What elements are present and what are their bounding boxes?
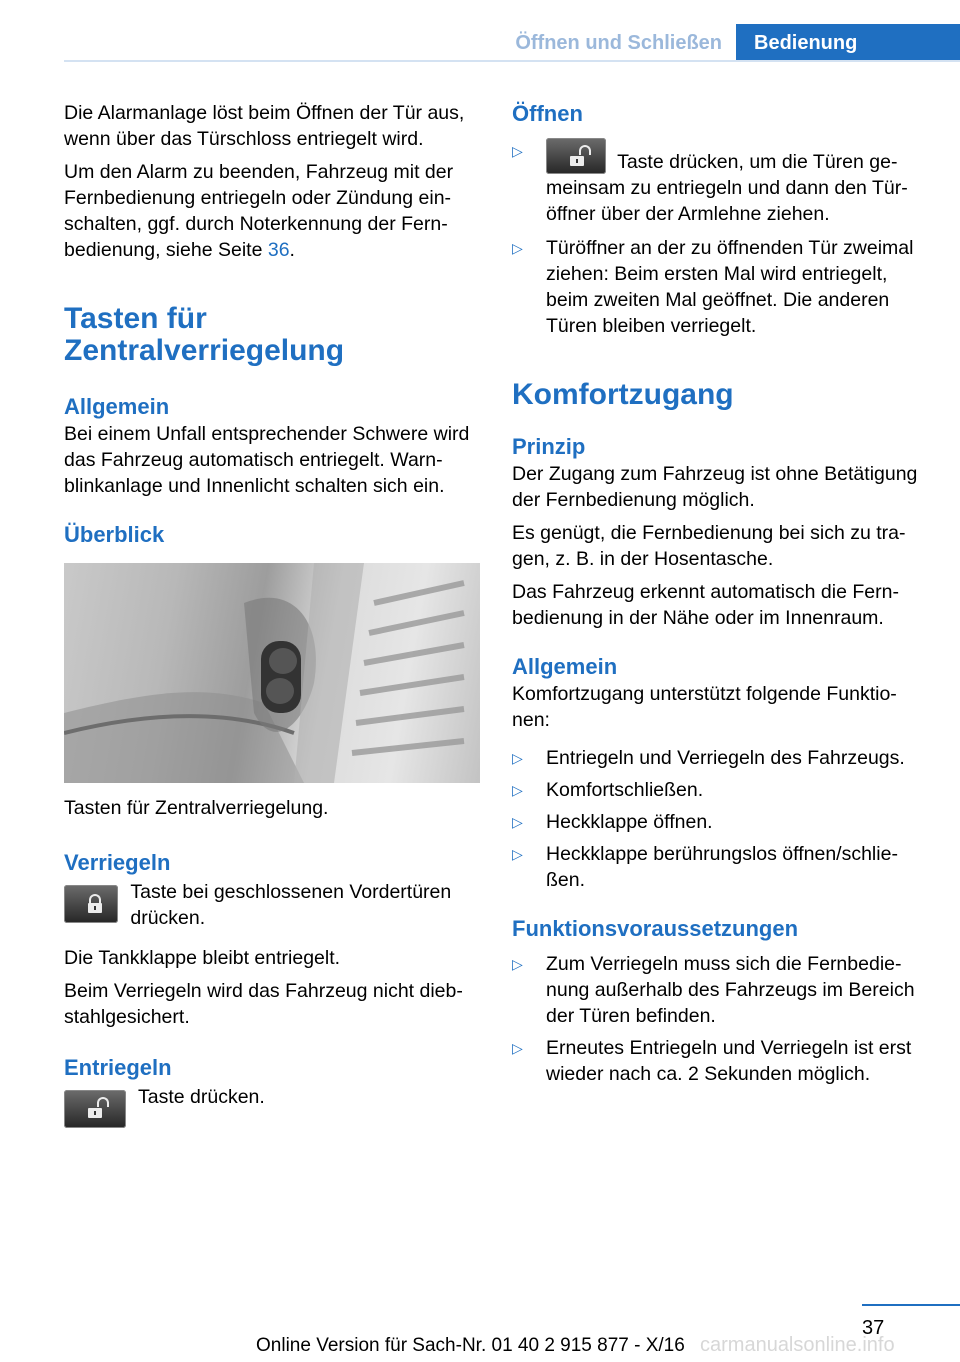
subheading-ueberblick: Überblick (64, 522, 165, 547)
diebstahl-paragraph: Beim Verriegeln wird das Fahrzeug nicht dieb-stahlgesichert. (64, 980, 463, 1028)
unlock-button-icon (546, 138, 606, 174)
header-section-title: Öffnen und Schließen (515, 31, 722, 54)
funktionsvoraussetzungen-list (512, 951, 928, 1087)
list-item-text: Zum Verriegeln muss sich die Fernbedie-nung außerhalb des Fahrzeugs im Bereich der Türen befinden. (546, 953, 915, 1027)
list-item (512, 745, 928, 771)
right-column (512, 100, 928, 1093)
allgemein-paragraph: Bei einem Unfall entsprechender Schwere wird das Fahrzeug automatisch entriegelt. Warn-blinkanlage und Innenlicht schalten sich ein. (64, 423, 470, 497)
list-item (512, 235, 928, 339)
alarm-end-text: Um den Alarm zu beenden, Fahrzeug mit der Fernbedienung entriegeln oder Zündung ein-schalten, ggf. durch Noterkennung der Fern-bedienung, siehe Seite (64, 161, 454, 261)
allgemein-right-paragraph: Komfortzugang unterstützt folgende Funktio-nen: (512, 683, 897, 731)
subheading-oeffnen: Öffnen (512, 101, 583, 126)
list-item-text: Heckklappe berührungslos öffnen/schlie-ßen. (546, 843, 898, 891)
photo-caption: Tasten für Zentralverriegelung. (64, 797, 329, 819)
list-item (512, 951, 928, 1029)
subheading-allgemein: Allgemein (64, 394, 170, 419)
list-item-text: Komfortschließen. (546, 779, 704, 801)
list-item (512, 809, 928, 835)
verriegeln-text: Taste bei geschlossenen Vordertüren drücken. (130, 881, 452, 929)
oeffnen-list (512, 138, 928, 339)
alarm-end-paragraph (64, 159, 482, 263)
list-item (512, 841, 928, 893)
list-item-text: Entriegeln und Verriegeln des Fahrzeugs. (546, 747, 905, 769)
footer-version-text: Online Version für Sach-Nr. 01 40 2 915 877 - X/16 (256, 1335, 685, 1356)
triangle-bullet-icon: ▷ (512, 750, 523, 766)
section-title-komfortzugang: Komfortzugang (512, 378, 734, 411)
allgemein-list (512, 745, 928, 893)
lock-button-icon (64, 885, 118, 923)
subheading-entriegeln: Entriegeln (64, 1055, 172, 1080)
subheading-prinzip: Prinzip (512, 434, 586, 459)
triangle-bullet-icon: ▷ (512, 240, 523, 256)
prinzip-paragraph-2: Es genügt, die Fernbedienung bei sich zu tra-gen, z. B. in der Hosentasche. (512, 522, 906, 570)
footer-divider (862, 1304, 960, 1306)
list-item-text: Taste drücken, um die Türen ge-meinsam zu entriegeln und dann den Tür-öffner über der Armlehne ziehen. (546, 151, 908, 225)
subheading-verriegeln: Verriegeln (64, 850, 171, 875)
list-item (512, 777, 928, 803)
triangle-bullet-icon: ▷ (512, 846, 523, 862)
list-item (512, 1035, 928, 1087)
entriegeln-row (64, 1084, 482, 1128)
left-column (64, 100, 482, 1128)
watermark: carmanualsonline.info (700, 1334, 895, 1356)
triangle-bullet-icon: ▷ (512, 143, 523, 159)
page-link[interactable]: 36 (267, 239, 290, 261)
header-chapter-tab: Bedienung (736, 24, 960, 62)
prinzip-paragraph-1: Der Zugang zum Fahrzeug ist ohne Betätigung der Fernbedienung möglich. (512, 463, 918, 511)
tank-paragraph: Die Tankklappe bleibt entriegelt. (64, 947, 341, 969)
page-number: 37 (862, 1317, 885, 1339)
list-item (512, 138, 928, 227)
alarm-paragraph: Die Alarmanlage löst beim Öffnen der Tür aus, wenn über das Türschloss entriegelt wird. (64, 102, 465, 150)
section-title-zentralverriegelung: Tasten für Zentralverriegelung (64, 302, 345, 367)
entriegeln-text: Taste drücken. (138, 1086, 265, 1108)
list-item-text: Heckklappe öffnen. (546, 811, 713, 833)
triangle-bullet-icon: ▷ (512, 814, 523, 830)
unlock-button-icon (64, 1090, 126, 1128)
verriegeln-row (64, 879, 482, 931)
door-photo-illustration (64, 563, 480, 783)
header-divider (64, 60, 960, 62)
triangle-bullet-icon: ▷ (512, 782, 523, 798)
subheading-allgemein-right: Allgemein (512, 654, 618, 679)
prinzip-paragraph-3: Das Fahrzeug erkennt automatisch die Fern-bedienung in der Nähe oder im Innenraum. (512, 581, 899, 629)
alarm-end-period: . (289, 239, 295, 261)
list-item-text: Türöffner an der zu öffnenden Tür zweimal ziehen: Beim ersten Mal wird entriegelt, beim zweiten Mal geöffnet. Die anderen Türen bleiben verriegelt. (546, 237, 914, 337)
triangle-bullet-icon: ▷ (512, 956, 523, 972)
subheading-funktionsvoraussetzungen: Funktionsvoraussetzungen (512, 916, 799, 941)
list-item-text: Erneutes Entriegeln und Verriegeln ist erst wieder nach ca. 2 Sekunden möglich. (546, 1037, 912, 1085)
triangle-bullet-icon: ▷ (512, 1040, 523, 1056)
door-buttons-photo (64, 563, 480, 783)
